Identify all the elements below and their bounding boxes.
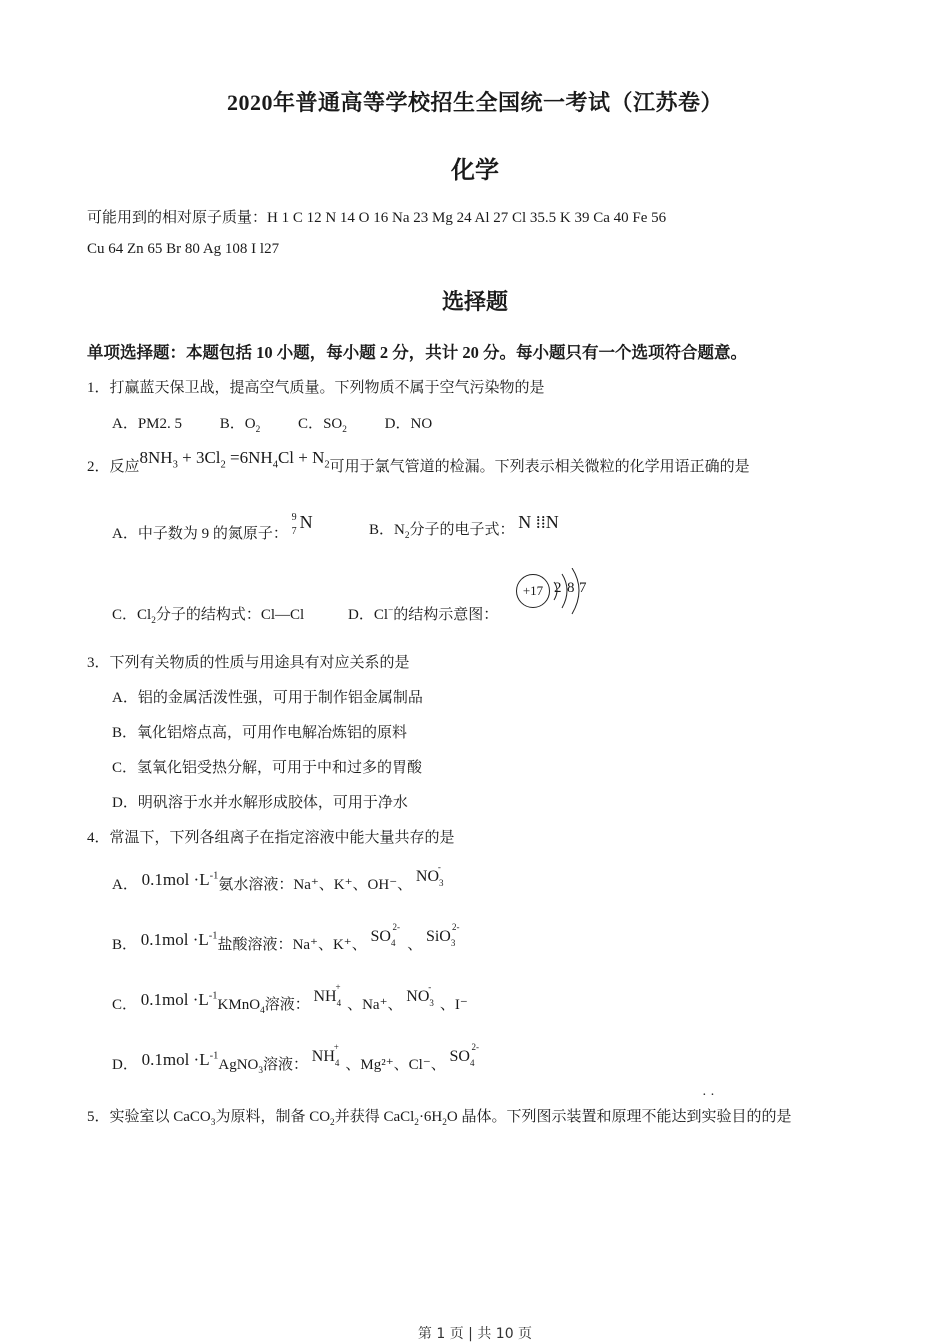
question-number: 2． (87, 459, 110, 475)
section-instruction: 单项选择题：本题包括 10 小题，每小题 2 分，共计 20 分。每小题只有一个选项符合题意。 (87, 343, 747, 362)
reaction-equation: $8NH_3 + 3Cl_2 =6NH_4Cl + N_2$ (139, 448, 330, 471)
option-d: D．NO (384, 416, 433, 432)
section-title: 选择题 (441, 289, 508, 314)
q3-option-b: B．氧化铝熔点高，可用作电解冶炼铝的原料 (112, 725, 408, 741)
question-1 (87, 376, 545, 397)
shell-2-count: 8 (567, 580, 575, 596)
electron-formula: N ⁞⁞N (518, 512, 559, 532)
q4-option-d: D． $0.1mol \cdot L^{-1}AgNO_3$溶液： $NH_4$ + 、Mg²⁺、Cl⁻、 $SO_4$ 2- (112, 1042, 479, 1076)
subject-title: 化学 (451, 158, 499, 184)
chloride-structure-diagram (516, 568, 596, 618)
q3-option-d: D．明矾溶于水并水解形成胶体，可用于净水 (112, 795, 408, 811)
atomic-masses-line-2: Cu 64 Zn 65 Br 80 Ag 108 I l27 (87, 241, 280, 257)
nuclide-symbol: 9 7 N (291, 512, 313, 537)
question-stem: 打赢蓝天保卫战，提高空气质量。下列物质不属于空气污染物的是 (109, 380, 545, 396)
shell-1-count: 2 (554, 580, 562, 596)
question-number: 1． (87, 380, 110, 396)
question-2 (87, 448, 750, 476)
q2-option-a: A．中子数为 9 的氮原子： 9 7 N (112, 518, 316, 543)
exam-title: 2020年普通高等学校招生全国统一考试（江苏卷） (226, 90, 723, 115)
nucleus-circle: +17 (516, 574, 550, 608)
option-b: B．$O_2$ (219, 416, 261, 435)
question-4: 4．常温下，下列各组离子在指定溶液中能大量共存的是 (87, 830, 455, 846)
shell-3-count: 7 (579, 580, 587, 596)
page-footer: 第 1 页 | 共 10 页 (417, 1326, 533, 1342)
question-1-options (112, 412, 432, 433)
q2-option-d: D．Cl−的结构示意图： (348, 606, 499, 623)
option-c: C．$SO_2$ (298, 416, 347, 435)
q2-option-c: C．$Cl_2$分子的结构式：Cl—Cl (112, 607, 305, 626)
q4-option-c: C． $0.1mol \cdot L^{-1}KMnO_4$溶液： $NH_4$ + 、Na⁺、 $NO_3$ - 、I⁻ (112, 982, 468, 1016)
q4-option-b: B． $0.1mol \cdot L^{-1}$盐酸溶液：Na⁺、K⁺、 $SO_4$ 2- 、 SiO$_3$ 2- (112, 922, 460, 953)
q3-option-a: A．铝的金属活泼性强，可用于制作铝金属制品 (112, 690, 423, 706)
stem-suffix: 可用于氯气管道的检漏。下列表示相关微粒的化学用语正确的是 (329, 459, 750, 475)
q4-option-a: A． $0.1mol \cdot L^{-1}$氨水溶液：Na⁺、K⁺、OH⁻、 $NO_3$ - (112, 862, 444, 893)
emphasis-dots: · · (702, 1088, 715, 1103)
stem-prefix: 反应 (109, 459, 140, 475)
q2-option-b: B．$N_2$分子的电子式： N ⁞⁞N (369, 512, 559, 541)
atomic-masses-line-1: 可能用到的相对原子质量：H 1 C 12 N 14 O 16 Na 23 Mg 24 Al 27 Cl 35.5 K 39 Ca 40 Fe 56 (87, 210, 667, 226)
question-3: 3．下列有关物质的性质与用途具有对应关系的是 (87, 655, 410, 671)
q3-option-c: C．氢氧化铝受热分解，可用于中和过多的胃酸 (112, 760, 423, 776)
question-5: 5．实验室以 CaCO$_3$为原料，制备 $CO_2$并获得 $CaCl_2\cdot 6H_2O$ 晶体。下列图示装置和原理不能达到实验目的的是 (87, 1109, 792, 1128)
option-a: A．PM2. 5 (112, 416, 183, 432)
